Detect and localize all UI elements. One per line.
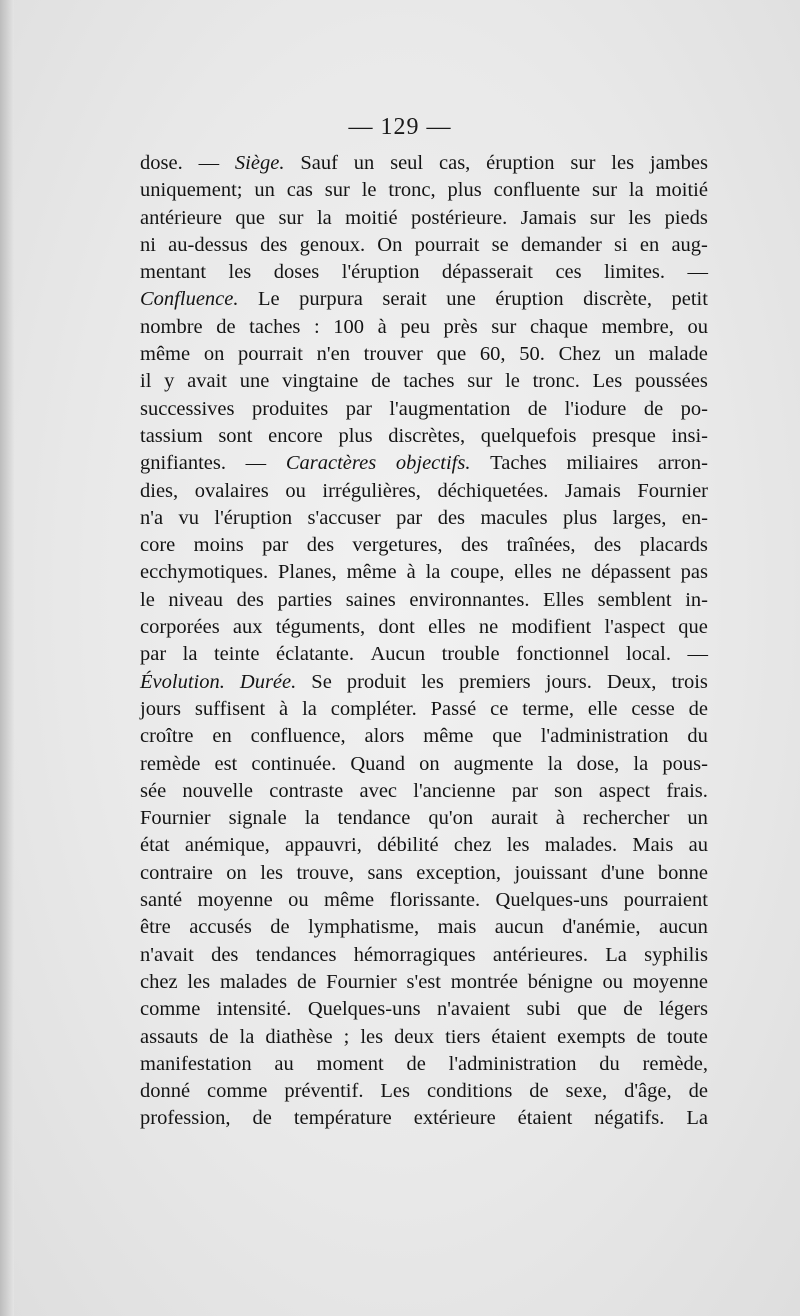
text-line: par la teinte éclatante. Aucun trouble fonctionnel local. — — [140, 643, 708, 666]
text-line: assauts de la diathèse ; les deux tiers étaient exempts de toute — [140, 1025, 708, 1048]
text-line: dies, ovalaires ou irrégulières, déchiquetées. Jamais Fournier — [140, 479, 708, 502]
text-line: Évolution. Durée. Se produit les premiers jours. Deux, trois — [140, 670, 708, 693]
text-line: nombre de taches : 100 à peu près sur chaque membre, ou — [140, 315, 708, 338]
text-line: chez les malades de Fournier s'est montrée bénigne ou moyenne — [140, 970, 708, 993]
text-line: ni au-dessus des genoux. On pourrait se demander si en aug- — [140, 233, 708, 256]
text-line: contraire on les trouve, sans exception, jouissant d'une bonne — [140, 861, 708, 884]
text-line: être accusés de lymphatisme, mais aucun d'anémie, aucun — [140, 916, 708, 939]
text-line: même on pourrait n'en trouver que 60, 50. Chez un malade — [140, 343, 708, 366]
text-line: core moins par des vergetures, des traînées, des placards — [140, 534, 708, 557]
text-line: uniquement; un cas sur le tronc, plus confluente sur la moitié — [140, 179, 708, 202]
text-line: manifestation au moment de l'administration du remède, — [140, 1052, 708, 1075]
text-line: profession, de température extérieure étaient négatifs. La — [140, 1107, 708, 1130]
text-line: remède est continuée. Quand on augmente la dose, la pous- — [140, 752, 708, 775]
text-line: Fournier signale la tendance qu'on aurait à rechercher un — [140, 807, 708, 830]
text-line: n'a vu l'éruption s'accuser par des macules plus larges, en- — [140, 506, 708, 529]
page-edge-shadow — [0, 0, 14, 1316]
text-line: comme intensité. Quelques-uns n'avaient subi que de légers — [140, 998, 708, 1021]
text-line: n'avait des tendances hémorragiques antérieures. La syphilis — [140, 943, 708, 966]
text-line: jours suffisent à la compléter. Passé ce terme, elle cesse de — [140, 697, 708, 720]
text-line: sée nouvelle contraste avec l'ancienne par son aspect frais. — [140, 779, 708, 802]
text-line: mentant les doses l'éruption dépasserait ces limites. — — [140, 261, 708, 284]
text-line: successives produites par l'augmentation de l'iodure de po- — [140, 397, 708, 420]
text-line: dose. — Siège. Sauf un seul cas, éruption sur les jambes — [140, 152, 708, 174]
text-line: corporées aux téguments, dont elles ne modifient l'aspect que — [140, 616, 708, 639]
text-line: ecchymotiques. Planes, même à la coupe, elles ne dépassent pas — [140, 561, 708, 584]
text-line: tassium sont encore plus discrètes, quelquefois presque insi- — [140, 424, 708, 447]
text-line: antérieure que sur la moitié postérieure. Jamais sur les pieds — [140, 206, 708, 229]
text-line: Confluence. Le purpura serait une éruption discrète, petit — [140, 288, 708, 311]
body-text — [140, 150, 708, 1133]
text-line: santé moyenne ou même florissante. Quelques-uns pourraient — [140, 889, 708, 912]
text-line: il y avait une vingtaine de taches sur le tronc. Les poussées — [140, 370, 708, 393]
page-number: — 129 — — [348, 114, 452, 140]
text-line: gnifiantes. — Caractères objectifs. Taches miliaires arron- — [140, 452, 708, 475]
text-line: donné comme préventif. Les conditions de sexe, d'âge, de — [140, 1080, 708, 1103]
text-line: croître en confluence, alors même que l'administration du — [140, 725, 708, 748]
text-line: le niveau des parties saines environnantes. Elles semblent in- — [140, 588, 708, 611]
text-line: état anémique, appauvri, débilité chez les malades. Mais au — [140, 834, 708, 857]
